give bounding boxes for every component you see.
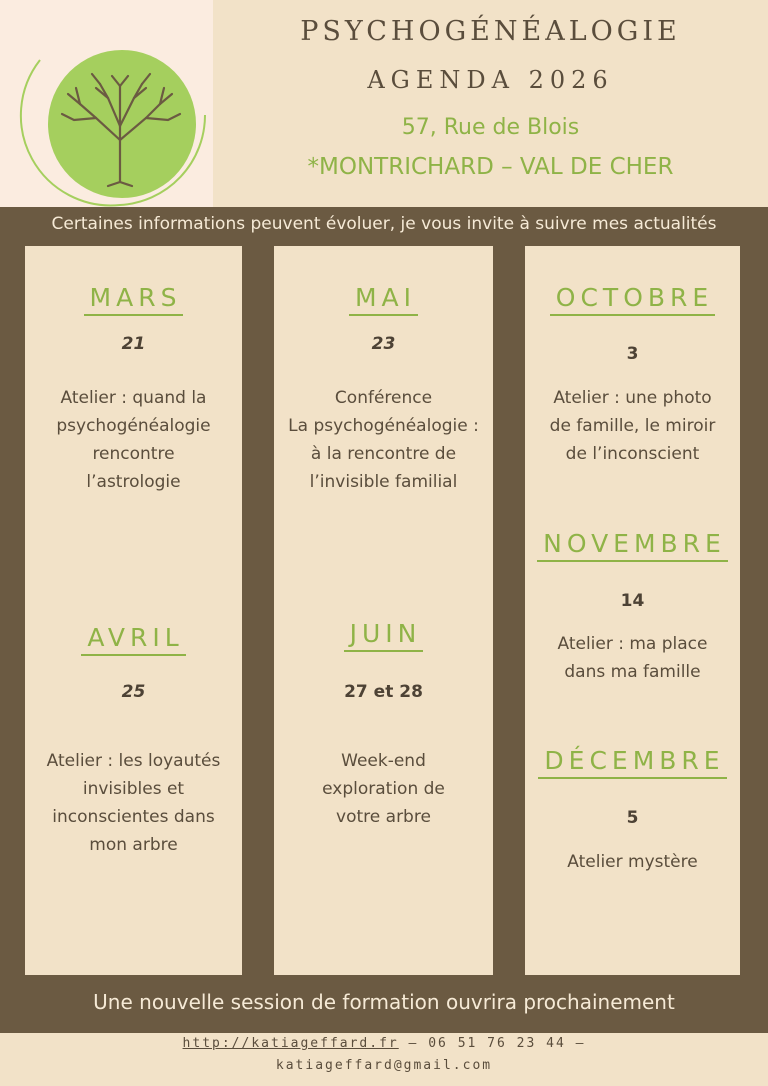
event-description: Atelier : une photo de famille, le miroir de l’inconscient	[549, 388, 716, 464]
month-heading: AVRIL	[25, 623, 242, 656]
phone-number[interactable]: 06 51 76 23 44	[428, 1036, 566, 1051]
tree-icon	[0, 0, 213, 207]
separator: –	[565, 1036, 586, 1051]
address-street: 57, Rue de Blois	[401, 115, 580, 140]
event-date: 21	[121, 334, 146, 354]
agenda-subtitle: AGENDA 2026	[367, 66, 614, 94]
month-heading: JUIN	[274, 619, 493, 652]
event-date: 5	[626, 808, 639, 828]
event-description: Conférence La psychogénéalogie : à la rencontre de l’invisible familial	[288, 388, 479, 492]
event-description: Atelier mystère	[567, 852, 698, 872]
event-description: Atelier : quand la psychogénéalogie rencontre l’astrologie	[56, 388, 211, 492]
event-date: 3	[626, 344, 639, 364]
event-description: Week-end exploration de votre arbre	[322, 751, 445, 827]
event-date: 25	[121, 682, 146, 702]
email-address[interactable]: katiageffard@gmail.com	[275, 1058, 493, 1073]
agenda-column-1	[25, 246, 242, 975]
month-heading: NOVEMBRE	[525, 529, 740, 562]
training-announcement: Une nouvelle session de formation ouvrira prochainement	[93, 990, 675, 1014]
logo	[0, 0, 213, 207]
agenda-column-3	[525, 246, 740, 975]
separator: –	[398, 1036, 429, 1051]
contact-line	[0, 1036, 768, 1051]
month-heading: OCTOBRE	[525, 283, 740, 316]
event-date: 14	[620, 591, 645, 611]
website-link[interactable]: http://katiageffard.fr	[182, 1036, 399, 1051]
page-title: PSYCHOGÉNÉALOGIE	[300, 16, 681, 47]
month-heading: MARS	[25, 283, 242, 316]
event-description: Atelier : ma place dans ma famille	[557, 634, 708, 682]
address-city: *MONTRICHARD – VAL DE CHER	[307, 154, 674, 180]
header	[0, 0, 768, 207]
month-heading: MAI	[274, 283, 493, 316]
agenda-column-2	[274, 246, 493, 975]
notice-text: Certaines informations peuvent évoluer, je vous invite à suivre mes actualités	[51, 214, 717, 234]
event-description: Atelier : les loyautés invisibles et inconscientes dans mon arbre	[46, 751, 221, 855]
month-heading: DÉCEMBRE	[525, 746, 740, 779]
event-date: 27 et 28	[344, 682, 423, 702]
event-date: 23	[371, 334, 396, 354]
